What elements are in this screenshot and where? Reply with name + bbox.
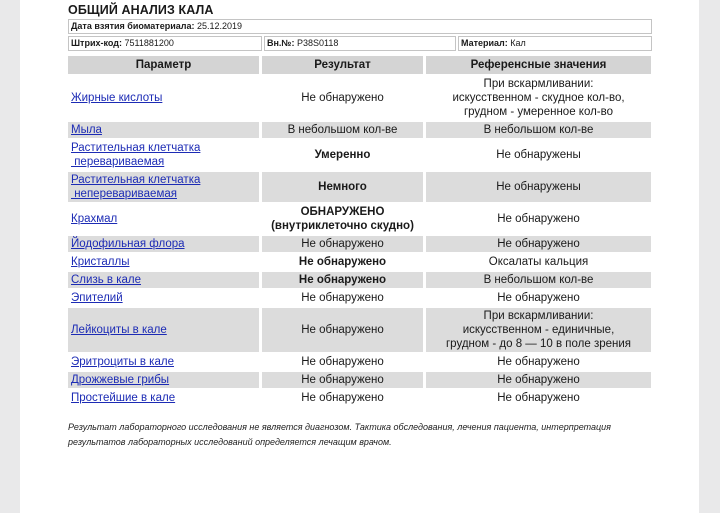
reference-value: Не обнаружено	[497, 213, 580, 225]
reference-cell	[426, 254, 651, 270]
parameter-cell	[68, 272, 262, 288]
reference-cell	[426, 290, 651, 306]
reference-value: Не обнаружены	[496, 149, 581, 161]
material-label: Материал:	[461, 38, 508, 48]
reference-value: Не обнаружено	[497, 292, 580, 304]
result-value: Не обнаружено	[301, 92, 384, 104]
result-value: В небольшом кол-ве	[287, 124, 398, 136]
reference-cell	[426, 354, 651, 370]
parameter-cell	[68, 236, 262, 252]
parameter-link[interactable]: Дрожжевые грибы	[71, 374, 170, 386]
parameter-cell	[68, 76, 262, 120]
result-value: Умеренно	[314, 149, 371, 161]
table-row	[68, 390, 651, 406]
parameter-link[interactable]: непереваривaемая	[71, 188, 177, 200]
parameter-link[interactable]: Эритроциты в кале	[71, 356, 174, 368]
result-value: Не обнаружено	[301, 392, 384, 404]
reference-cell	[426, 390, 651, 406]
table-row	[68, 308, 651, 352]
reference-value: искусственном - единичные,	[462, 324, 615, 336]
table-row	[68, 354, 651, 370]
result-value: Не обнаружено	[301, 238, 384, 250]
reference-value: В небольшом кол-ве	[483, 124, 594, 136]
reference-cell	[426, 140, 651, 170]
internal-number-value: Р38S0118	[296, 38, 339, 48]
table-row	[68, 236, 651, 252]
parameter-link[interactable]: Мыла	[71, 124, 102, 136]
table-row	[68, 122, 651, 138]
reference-value: Не обнаружены	[496, 181, 581, 193]
result-cell	[262, 122, 426, 138]
parameter-cell	[68, 172, 262, 202]
parameter-cell	[68, 254, 262, 270]
result-cell	[262, 236, 426, 252]
result-cell	[262, 290, 426, 306]
parameter-link[interactable]: Йодофильная флора	[71, 238, 185, 250]
parameter-link[interactable]: Жирные кислоты	[71, 92, 163, 104]
barcode-label: Штрих-код:	[71, 38, 122, 48]
disclaimer-footnote	[68, 420, 668, 450]
result-cell	[262, 76, 426, 120]
reference-value: Не обнаружено	[497, 238, 580, 250]
parameter-cell	[68, 372, 262, 388]
result-cell	[262, 172, 426, 202]
sample-date-label: Дата взятия биоматериала:	[71, 21, 195, 31]
reference-cell	[426, 236, 651, 252]
reference-value: Не обнаружено	[497, 374, 580, 386]
sample-date-field	[68, 19, 652, 34]
parameter-link[interactable]: переваривaемая	[71, 156, 165, 168]
result-value: Не обнаружено	[298, 256, 387, 268]
parameter-link[interactable]: Кристаллы	[71, 256, 130, 268]
result-value: Не обнаружено	[301, 374, 384, 386]
sample-date-value: 25.12.2019	[196, 21, 243, 31]
column-header-reference: Референсные значения	[426, 56, 651, 74]
barcode-field	[68, 36, 262, 51]
result-value: ОБНАРУЖЕНО	[300, 206, 385, 218]
result-value: Не обнаружено	[301, 324, 384, 336]
reference-cell	[426, 308, 651, 352]
result-value: Немного	[318, 181, 367, 193]
parameter-link[interactable]: Крахмал	[71, 213, 118, 225]
parameter-link[interactable]: Лейкоциты в кале	[71, 324, 167, 336]
parameter-link[interactable]: Растительная клетчатка	[71, 174, 201, 186]
reference-value: грудном - умеренное кол-во	[463, 106, 614, 118]
reference-value: В небольшом кол-ве	[483, 274, 594, 286]
results-table	[68, 54, 651, 408]
result-value: Не обнаружено	[301, 356, 384, 368]
reference-cell	[426, 172, 651, 202]
result-value: Не обнаружено	[301, 292, 384, 304]
table-header-row	[68, 56, 651, 74]
result-value: Не обнаружено	[298, 274, 387, 286]
reference-value: искусственном - скудное кол-во,	[452, 92, 625, 104]
result-cell	[262, 308, 426, 352]
result-cell	[262, 390, 426, 406]
reference-cell	[426, 272, 651, 288]
parameter-cell	[68, 354, 262, 370]
internal-number-label: Вн.№:	[267, 38, 295, 48]
result-cell	[262, 354, 426, 370]
parameter-cell	[68, 140, 262, 170]
parameter-cell	[68, 122, 262, 138]
table-row	[68, 290, 651, 306]
reference-cell	[426, 372, 651, 388]
parameter-cell	[68, 308, 262, 352]
reference-cell	[426, 204, 651, 234]
table-row	[68, 172, 651, 202]
table-row	[68, 76, 651, 120]
reference-value: Не обнаружено	[497, 356, 580, 368]
table-row	[68, 204, 651, 234]
footnote-line: результатов лабораторных исследований определяется лечащим врачом.	[68, 437, 392, 447]
report-title: ОБЩИЙ АНАЛИЗ КАЛА	[68, 3, 214, 17]
reference-value: При вскармливании:	[483, 78, 594, 90]
reference-value: Оксалаты кальция	[488, 256, 589, 268]
parameter-cell	[68, 290, 262, 306]
barcode-value: 7511881200	[124, 38, 174, 48]
result-value: (внутриклеточно скудно)	[271, 220, 414, 232]
column-header-result: Результат	[262, 56, 426, 74]
reference-cell	[426, 76, 651, 120]
table-row	[68, 272, 651, 288]
table-row	[68, 254, 651, 270]
reference-cell	[426, 122, 651, 138]
result-cell	[262, 372, 426, 388]
column-header-parameter: Параметр	[68, 56, 262, 74]
parameter-link[interactable]: Простейшие в кале	[71, 392, 176, 404]
table-row	[68, 140, 651, 170]
material-value: Кал	[510, 38, 526, 48]
reference-value: Не обнаружено	[497, 392, 580, 404]
parameter-link[interactable]: Слизь в кале	[71, 274, 141, 286]
result-cell	[262, 204, 426, 234]
parameter-link[interactable]: Растительная клетчатка	[71, 142, 201, 154]
result-cell	[262, 254, 426, 270]
reference-value: При вскармливании:	[483, 310, 594, 322]
material-field	[458, 36, 652, 51]
report-sheet	[20, 0, 699, 513]
reference-value: грудном - до 8 — 10 в поле зрения	[445, 338, 632, 350]
parameter-cell	[68, 390, 262, 406]
table-row	[68, 372, 651, 388]
result-cell	[262, 272, 426, 288]
internal-number-field	[264, 36, 456, 51]
parameter-cell	[68, 204, 262, 234]
result-cell	[262, 140, 426, 170]
parameter-link[interactable]: Эпителий	[71, 292, 123, 304]
footnote-line: Результат лабораторного исследования не является диагнозом. Тактика обследования, лечения пациента, интерпретация	[68, 422, 611, 432]
